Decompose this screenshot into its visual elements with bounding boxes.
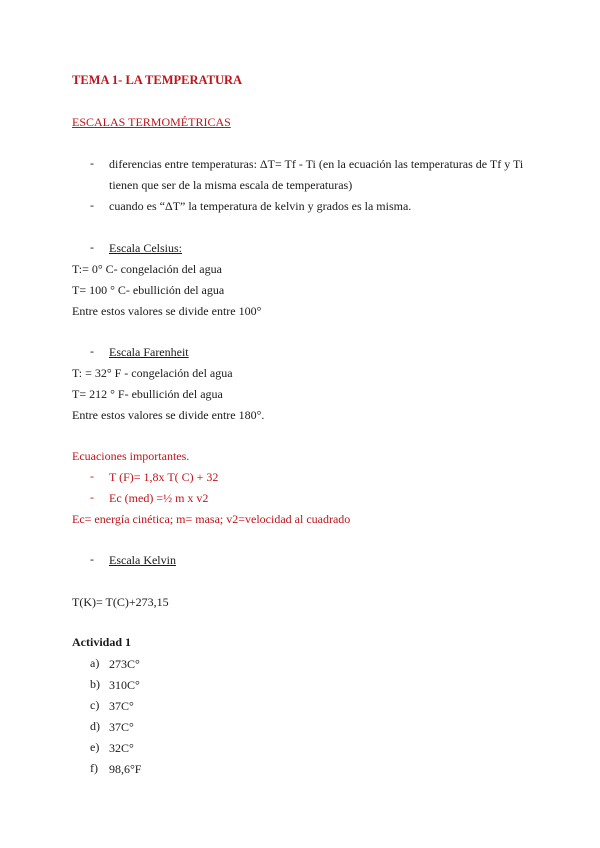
bullet-text: tienen que ser de la misma escala de temperaturas) bbox=[109, 178, 353, 192]
kelvin-heading: Escala Kelvin bbox=[109, 553, 176, 567]
bullet-text: diferencias entre temperaturas: ΔT= Tf - Ti (en la ecuación las temperaturas de Tf y Ti bbox=[109, 157, 524, 171]
list-item: 37C° bbox=[109, 699, 134, 713]
list-item: 37C° bbox=[109, 720, 134, 734]
kelvin-formula: T(K)= T(C)+273,15 bbox=[72, 595, 169, 609]
celsius-line: Entre estos valores se divide entre 100° bbox=[72, 304, 262, 318]
celsius-line: T= 100 ° C- ebullición del agua bbox=[72, 283, 225, 297]
bullet-dash: - bbox=[90, 198, 94, 212]
list-item: 273C° bbox=[109, 657, 140, 671]
list-marker: f) bbox=[90, 761, 98, 775]
bullet-dash: - bbox=[90, 156, 94, 170]
list-marker: c) bbox=[90, 698, 100, 712]
list-marker: e) bbox=[90, 740, 100, 754]
list-marker: a) bbox=[90, 656, 100, 670]
bullet-dash: - bbox=[90, 469, 94, 483]
list-item: 32C° bbox=[109, 741, 134, 755]
farenheit-line: T: = 32° F - congelación del agua bbox=[72, 366, 233, 380]
list-marker: d) bbox=[90, 719, 100, 733]
section-heading: ESCALAS TERMOMÉTRICAS bbox=[72, 115, 231, 129]
bullet-dash: - bbox=[90, 344, 94, 358]
bullet-dash: - bbox=[90, 490, 94, 504]
farenheit-heading: Escala Farenheit bbox=[109, 345, 189, 359]
list-marker: b) bbox=[90, 677, 100, 691]
celsius-line: T:= 0° C- congelación del agua bbox=[72, 262, 222, 276]
bullet-dash: - bbox=[90, 240, 94, 254]
list-item: 98,6°F bbox=[109, 762, 142, 776]
equations-heading: Ecuaciones importantes. bbox=[72, 449, 190, 463]
equation-item: Ec (med) =½ m x v2 bbox=[109, 491, 209, 505]
farenheit-line: Entre estos valores se divide entre 180°. bbox=[72, 408, 265, 422]
activity-heading: Actividad 1 bbox=[72, 635, 132, 649]
farenheit-line: T= 212 ° F- ebullición del agua bbox=[72, 387, 223, 401]
equation-item: T (F)= 1,8x T( C) + 32 bbox=[109, 470, 219, 484]
bullet-dash: - bbox=[90, 552, 94, 566]
bullet-text: cuando es “ΔT” la temperatura de kelvin y grados es la misma. bbox=[109, 199, 412, 213]
celsius-heading: Escala Celsius: bbox=[109, 241, 182, 255]
list-item: 310C° bbox=[109, 678, 140, 692]
equations-note: Ec= energía cinética; m= masa; v2=velocidad al cuadrado bbox=[72, 512, 351, 526]
document-title: TEMA 1- LA TEMPERATURA bbox=[72, 73, 243, 87]
